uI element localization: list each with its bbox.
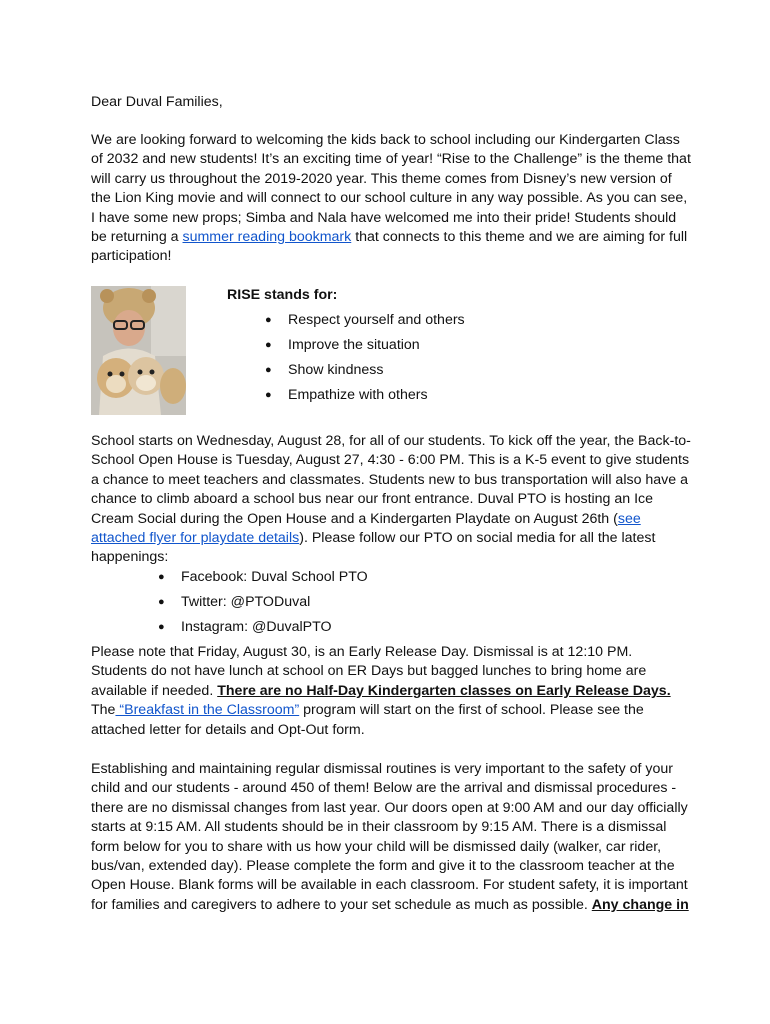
- intro-paragraph: [91, 131, 691, 267]
- rise-item: ● Empathize with others: [265, 383, 465, 408]
- rise-heading: RISE stands for:: [227, 287, 338, 303]
- early-release-text-3: program will start on the first of school. Please see the attached letter for details and Opt-Out form.: [91, 702, 644, 738]
- school-start-paragraph: [91, 432, 691, 568]
- playdate-flyer-link[interactable]: see attached flyer for playdate details: [91, 510, 641, 547]
- rise-item: ● Show kindness: [265, 358, 465, 383]
- breakfast-in-classroom-link[interactable]: “Breakfast in the Classroom”: [115, 702, 300, 719]
- intro-text-end: that connects to this theme and we are aiming for full participation!: [91, 229, 688, 265]
- principal-photo: [91, 286, 186, 415]
- dismissal-text: Establishing and maintaining regular dismissal routines is very important to the safety of your child and our students - around 450 of them! Below are the arrival and dismissal procedures - there are no dismissal changes from last year. Our doors open at 9:00 AM and our day officially starts at 9:15 AM. All students should be in their classroom by 9:15 AM. There is a dismissal form below for you to share with us how your child will be dismissed daily (walker, car rider, bus/van, extended day). Please complete the form and give it to the classroom teacher at the Open House. Blank forms will be available in each classroom. For student safety, it is important for families and caregivers to adhere to your set schedule as much as possible.: [91, 761, 688, 913]
- rise-item: ● Respect yourself and others: [265, 308, 465, 333]
- early-release-paragraph: [91, 643, 691, 740]
- greeting: Dear Duval Families,: [91, 94, 223, 110]
- social-media-list: [158, 565, 368, 640]
- principal-with-lion-puppets-image: [91, 286, 186, 415]
- rise-item: ● Improve the situation: [265, 333, 465, 358]
- early-release-text-2: The: [91, 702, 116, 719]
- early-release-text: Please note that Friday, August 30, is an Early Release Day. Dismissal is at 12:10 PM. Students do not have lunch at school on ER Days but bagged lunches to bring home are available if needed.: [91, 644, 647, 699]
- no-half-day-notice: There are no Half-Day Kindergarten classes on Early Release Days.: [217, 682, 671, 699]
- intro-text: We are looking forward to welcoming the kids back to school including our Kindergarten Class of 2032 and new students! It’s an exciting time of year! “Rise to the Challenge” is the theme that will carry us throughout the 2019-2020 year. This theme comes from Disney’s new version of the Lion King movie and will connect to our school culture in any way possible. As you can see, I have some new props; Simba and Nala have welcomed me into their pride! Students should be returning a: [91, 132, 691, 246]
- summer-reading-bookmark-link[interactable]: summer reading bookmark: [182, 229, 352, 246]
- social-item: ● Twitter: @PTODuval: [158, 590, 368, 615]
- social-item: ● Facebook: Duval School PTO: [158, 565, 368, 590]
- school-start-text: School starts on Wednesday, August 28, for all of our students. To kick off the year, the Back-to-School Open House is Tuesday, August 27, 4:30 - 6:00 PM. This is a K-5 event to give students a chance to meet teachers and classmates. Students new to bus transportation will also have a chance to climb aboard a school bus near our front entrance. Duval PTO is hosting an Ice Cream Social during the Open House and a Kindergarten Playdate on August 26th (: [91, 433, 691, 527]
- dismissal-paragraph: [91, 760, 691, 915]
- rise-list: [265, 308, 465, 408]
- dismissal-change-notice: Any change in: [591, 896, 689, 913]
- school-start-text-end: ). Please follow our PTO on social media for all the latest happenings:: [91, 530, 656, 566]
- social-item: ● Instagram: @DuvalPTO: [158, 615, 368, 640]
